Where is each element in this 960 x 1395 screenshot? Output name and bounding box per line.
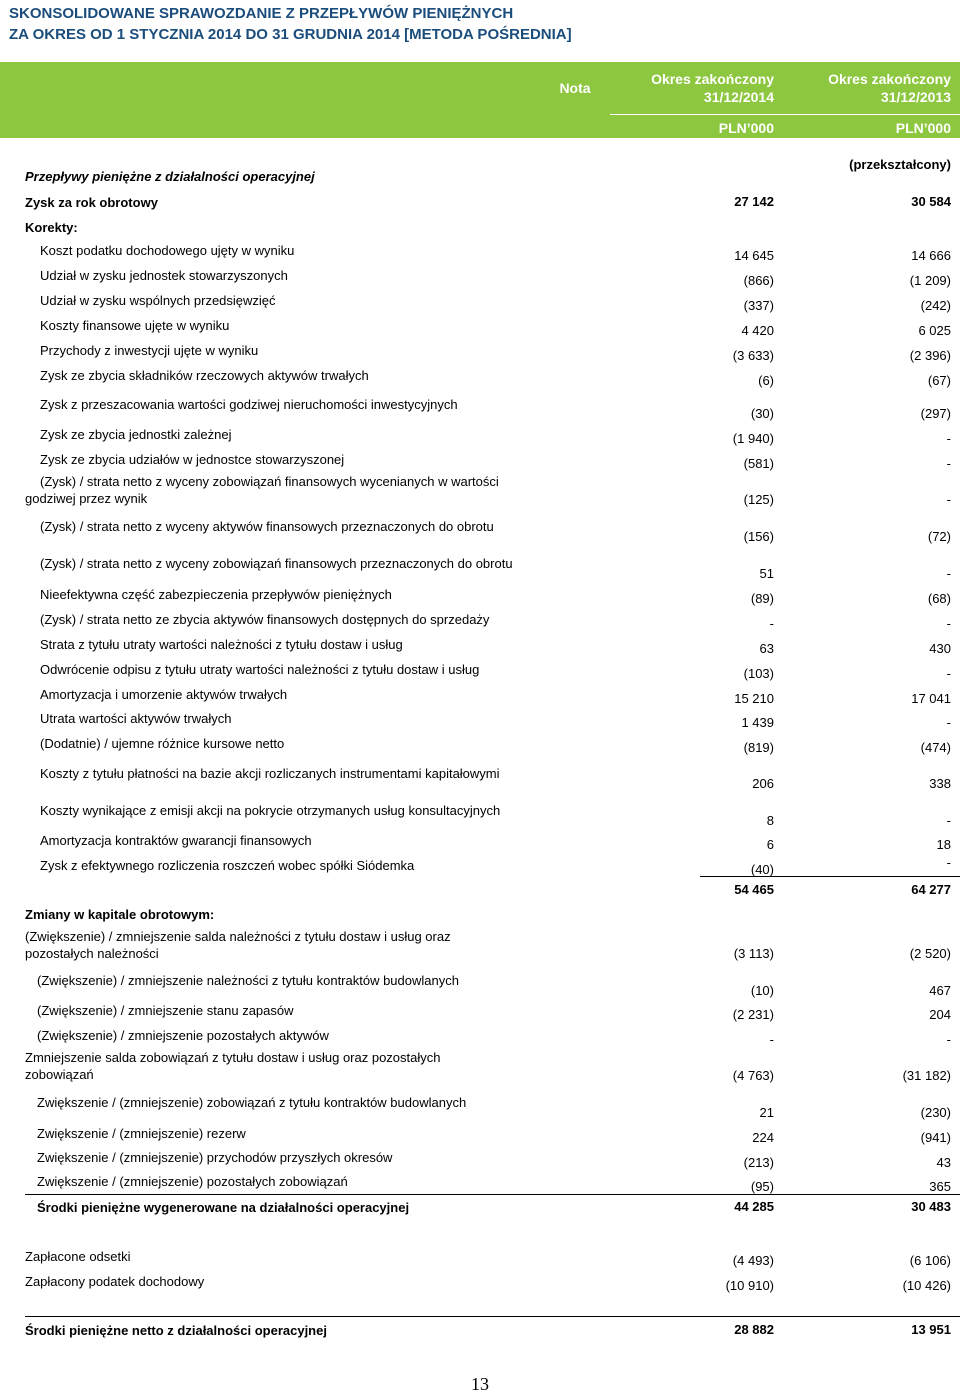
row-value-2014: - [769, 1032, 774, 1047]
row-value-2013: - [946, 566, 951, 581]
row-value-2013: 43 [936, 1155, 951, 1170]
row-value-2013: (72) [927, 529, 951, 544]
row-value-2014: (4 493) [732, 1253, 774, 1268]
row-value-2014: (30) [750, 406, 774, 421]
row-value-2014: (581) [743, 456, 774, 471]
row-value-2014: 28 882 [734, 1322, 774, 1337]
row-label: Przychody z inwestycji ujęte w wyniku [40, 343, 259, 358]
header-nota: Nota [559, 80, 591, 96]
report-title-line2: ZA OKRES OD 1 STYCZNIA 2014 DO 31 GRUDNIA 2014 [METODA POŚREDNIA] [9, 26, 572, 43]
row-value-2013: (2 520) [909, 946, 951, 961]
row-label: Amortyzacja kontraktów gwarancji finansowych [40, 833, 312, 848]
row-value-2013: (68) [927, 591, 951, 606]
row-label: (Zysk) / strata netto ze zbycia aktywów finansowych dostępnych do sprzedaży [40, 612, 490, 627]
row-value-2014: 27 142 [734, 194, 774, 209]
row-value-2013: (2 396) [909, 348, 951, 363]
row-value-2014: 206 [752, 776, 774, 791]
row-value-2014: 44 285 [734, 1199, 774, 1214]
row-value-2014: (156) [743, 529, 774, 544]
row-value-2013: (941) [920, 1130, 951, 1145]
row-value-2014: (4 763) [732, 1068, 774, 1083]
row-value-2014: 63 [759, 641, 774, 656]
header-col2-line2: 31/12/2013 [880, 89, 951, 105]
row-label: Zapłacone odsetki [25, 1249, 131, 1264]
row-label: Koszty wynikające z emisji akcji na pokrycie otrzymanych usług konsultacyjnych [40, 803, 501, 818]
row-label: (Dodatnie) / ujemne różnice kursowe netto [40, 736, 285, 751]
row-label: Zmiany w kapitale obrotowym: [25, 907, 215, 922]
header-col2-unit: PLN’000 [895, 120, 951, 136]
row-value-2013: 6 025 [918, 323, 951, 338]
row-label: Strata z tytułu utraty wartości należności z tytułu dostaw i usług [40, 637, 403, 652]
row-value-2014: 51 [759, 566, 774, 581]
row-value-2014: (1 940) [732, 431, 774, 446]
row-value-2014: (3 113) [733, 946, 774, 961]
restated-note: (przekształcony) [849, 157, 951, 172]
row-value-2013: - [946, 431, 951, 446]
row-label: (Zwiększenie) / zmniejszenie należności z tytułu kontraktów budowlanych [37, 973, 459, 988]
row-value-2014: (866) [743, 273, 774, 288]
header-col1-line1: Okres zakończony [651, 71, 774, 87]
row-label: Środki pieniężne wygenerowane na działalności operacyjnej [37, 1200, 410, 1215]
row-value-2014: 8 [766, 813, 774, 828]
row-value-2013: - [946, 855, 951, 870]
row-value-2013: (67) [927, 373, 951, 388]
row-value-2014: (103) [743, 666, 774, 681]
row-value-2013: 365 [929, 1179, 951, 1194]
row-value-2013: 17 041 [911, 691, 951, 706]
row-value-2014: (10 910) [725, 1278, 774, 1293]
row-label: Zysk ze zbycia jednostki zależnej [40, 427, 232, 442]
row-label: (Zwiększenie) / zmniejszenie stanu zapasów [37, 1003, 294, 1018]
row-label: Korekty: [25, 220, 78, 235]
row-value-2014: (6) [758, 373, 774, 388]
header-col1-unit: PLN’000 [718, 120, 774, 136]
header-col1-line2: 31/12/2014 [703, 89, 774, 105]
net-total-rule [25, 1316, 960, 1317]
row-value-2014: (819) [743, 740, 774, 755]
row-label: Zmniejszenie salda zobowiązań z tytułu dostaw i usług oraz pozostałych zobowiązań [25, 1050, 441, 1082]
report-title-line1: SKONSOLIDOWANE SPRAWOZDANIE Z PRZEPŁYWÓW PIENIĘŻNYCH [9, 5, 514, 22]
row-value-2014: (40) [750, 862, 774, 877]
row-value-2013: 204 [929, 1007, 951, 1022]
row-value-2014: (89) [750, 591, 774, 606]
section-title: Przepływy pieniężne z działalności operacyjnej [25, 169, 315, 184]
header-divider [610, 114, 960, 115]
row-value-2013: (297) [920, 406, 951, 421]
row-label: (Zysk) / strata netto z wyceny zobowiązań finansowych wycenianych w wartości godziwej przez wynik [25, 474, 499, 506]
row-label: Koszt podatku dochodowego ujęty w wyniku [40, 243, 295, 258]
row-value-2013: - [946, 456, 951, 471]
row-value-2014: (95) [750, 1179, 774, 1194]
row-value-2014: 15 210 [734, 691, 774, 706]
row-value-2014: 54 465 [734, 882, 774, 897]
row-label: (Zysk) / strata netto z wyceny zobowiązań finansowych przeznaczonych do obrotu [40, 556, 513, 571]
row-value-2014: 14 645 [734, 248, 774, 263]
row-label: (Zysk) / strata netto z wyceny aktywów finansowych przeznaczonych do obrotu [40, 519, 494, 534]
row-value-2014: 21 [759, 1105, 774, 1120]
page-number: 13 [471, 1374, 489, 1394]
row-label: Zwiększenie / (zmniejszenie) przychodów przyszłych okresów [37, 1150, 393, 1165]
row-value-2013: (1 209) [909, 273, 951, 288]
row-value-2013: 30 584 [911, 194, 951, 209]
row-label: Zysk ze zbycia udziałów w jednostce stowarzyszonej [40, 452, 345, 467]
row-value-2014: (10) [750, 983, 774, 998]
row-value-2014: (3 633) [732, 348, 774, 363]
row-value-2014: - [769, 616, 774, 631]
row-label: Udział w zysku wspólnych przedsięwzięć [40, 293, 276, 308]
total-rule [25, 1194, 960, 1195]
table-header [0, 62, 960, 138]
row-label: Utrata wartości aktywów trwałych [40, 711, 232, 726]
row-value-2013: (10 426) [902, 1278, 951, 1293]
row-value-2014: (213) [743, 1155, 774, 1170]
row-value-2014: (337) [743, 298, 774, 313]
row-value-2013: 18 [936, 837, 951, 852]
row-value-2013: 13 951 [911, 1322, 951, 1337]
row-label: Zysk ze zbycia składników rzeczowych aktywów trwałych [40, 368, 369, 383]
row-label: Środki pieniężne netto z działalności operacyjnej [25, 1323, 327, 1338]
row-value-2013: (6 106) [909, 1253, 951, 1268]
row-value-2013: - [946, 715, 951, 730]
row-label: Nieefektywna część zabezpieczenia przepływów pieniężnych [40, 587, 392, 602]
row-value-2014: 6 [766, 837, 774, 852]
row-label: Amortyzacja i umorzenie aktywów trwałych [40, 687, 288, 702]
row-value-2013: 14 666 [911, 248, 951, 263]
row-value-2013: - [946, 492, 951, 507]
row-label: Koszty finansowe ujęte w wyniku [40, 318, 230, 333]
subtotal-rule [700, 876, 960, 877]
row-label: Zysk za rok obrotowy [25, 195, 158, 210]
row-label: Zwiększenie / (zmniejszenie) pozostałych zobowiązań [37, 1174, 348, 1189]
row-value-2013: 467 [929, 983, 951, 998]
row-value-2013: - [946, 1032, 951, 1047]
row-label: (Zwiększenie) / zmniejszenie pozostałych aktywów [37, 1028, 329, 1043]
row-value-2013: - [946, 666, 951, 681]
row-value-2013: 30 483 [911, 1199, 951, 1214]
row-label: Zwiększenie / (zmniejszenie) zobowiązań z tytułu kontraktów budowlanych [37, 1095, 467, 1110]
row-value-2013: (242) [920, 298, 951, 313]
row-label: Zysk z przeszacowania wartości godziwej nieruchomości inwestycyjnych [40, 397, 458, 412]
row-label: Koszty z tytułu płatności na bazie akcji rozliczanych instrumentami kapitałowymi [40, 766, 500, 781]
row-value-2013: 64 277 [911, 882, 951, 897]
row-value-2013: (31 182) [902, 1068, 951, 1083]
row-value-2014: 4 420 [741, 323, 774, 338]
row-value-2013: 430 [929, 641, 951, 656]
header-col2-line1: Okres zakończony [828, 71, 951, 87]
row-label: (Zwiększenie) / zmniejszenie salda należności z tytułu dostaw i usług oraz pozostałych należności [25, 929, 451, 961]
row-label: Zysk z efektywnego rozliczenia roszczeń wobec spółki Siódemka [40, 858, 415, 873]
row-value-2013: 338 [929, 776, 951, 791]
row-label: Zwiększenie / (zmniejszenie) rezerw [37, 1126, 246, 1141]
row-value-2014: 224 [752, 1130, 774, 1145]
row-value-2014: (2 231) [732, 1007, 774, 1022]
row-value-2014: (125) [743, 492, 774, 507]
row-value-2013: - [946, 616, 951, 631]
row-value-2013: - [946, 813, 951, 828]
row-value-2014: 1 439 [741, 715, 774, 730]
row-value-2013: (474) [920, 740, 951, 755]
row-label: Udział w zysku jednostek stowarzyszonych [40, 268, 288, 283]
row-label: Odwrócenie odpisu z tytułu utraty wartości należności z tytułu dostaw i usług [40, 662, 480, 677]
row-value-2013: (230) [920, 1105, 951, 1120]
row-label: Zapłacony podatek dochodowy [25, 1274, 205, 1289]
